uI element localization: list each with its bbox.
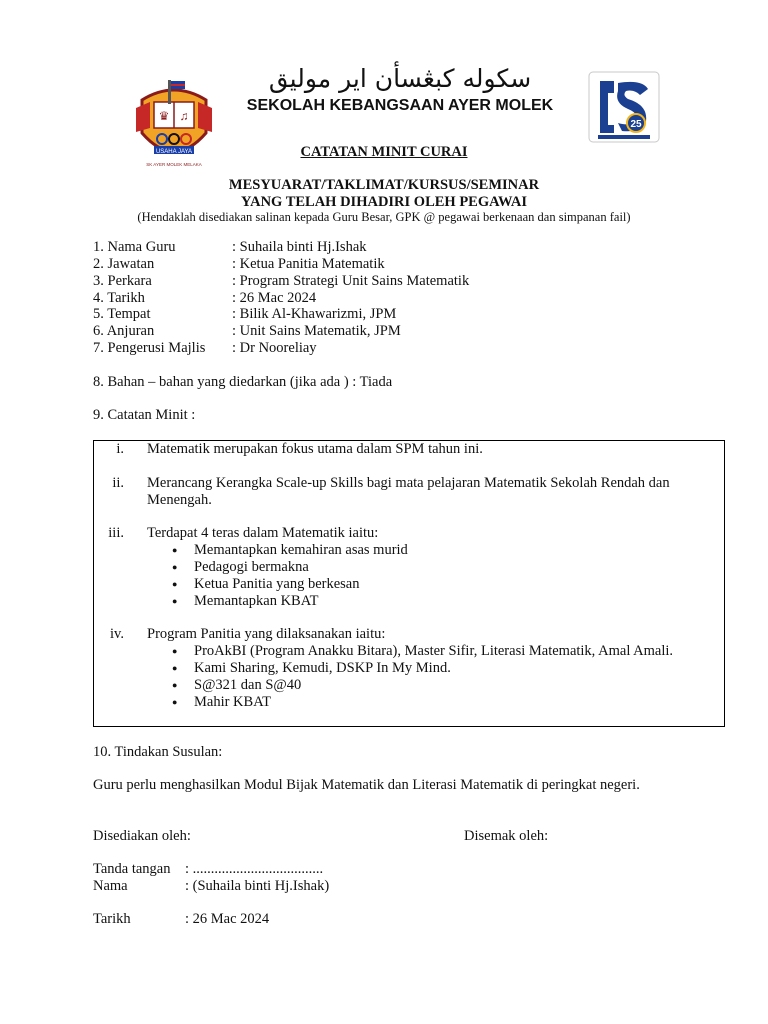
ministry-25-logo	[588, 71, 660, 143]
field-value: : Bilik Al-Khawarizmi, JPM	[232, 306, 397, 322]
field-label: 6. Anjuran	[93, 323, 155, 339]
field-label: 7. Pengerusi Majlis	[93, 340, 206, 356]
item-text: Program Panitia yang dilaksanakan iaitu:	[147, 626, 386, 642]
svg-text:♫: ♫	[179, 109, 189, 123]
item-text: Merancang Kerangka Scale-up Skills bagi mata pelajaran Matematik Sekolah Rendah dan Menengah.	[147, 475, 670, 508]
checked-by-label: Disemak oleh:	[464, 828, 549, 844]
list-item: ● Memantapkan kemahiran asas murid	[168, 542, 408, 559]
list-item: ● Memantapkan KBAT	[168, 593, 408, 610]
bullet-list	[168, 643, 673, 711]
list-item: ● Ketua Panitia yang berkesan	[168, 576, 408, 593]
heading-line-1: MESYUARAT/TAKLIMAT/KURSUS/SEMINAR	[228, 177, 540, 193]
document-title: CATATAN MINIT CURAI	[300, 144, 468, 160]
item-number: iii.	[108, 525, 124, 541]
jawi-school-name: سکوله کبڠسأن اير موليق	[268, 64, 532, 93]
item-number: ii.	[112, 475, 124, 491]
item-number: iv.	[110, 626, 124, 642]
list-item: ● Mahir KBAT	[168, 694, 673, 711]
bullet-list	[168, 542, 408, 610]
field-value: : 26 Mac 2024	[232, 290, 317, 306]
field-row	[93, 239, 367, 256]
signature-value: : ....................................	[185, 861, 324, 877]
date-label: Tarikh	[93, 911, 131, 927]
item-text: Terdapat 4 teras dalam Matematik iaitu:	[147, 525, 379, 541]
item-number: i.	[116, 441, 124, 457]
field-label: 4. Tarikh	[93, 290, 145, 306]
field-row	[93, 256, 385, 273]
minutes-label: 9. Catatan Minit :	[93, 407, 196, 423]
distribution-note: (Hendaklah disediakan salinan kepada Guru Besar, GPK @ pegawai berkenaan dan simpanan fail)	[137, 210, 631, 224]
materials-line: 8. Bahan – bahan yang diedarkan (jika ada ) : Tiada	[93, 374, 393, 390]
crest-ring-text: SK AYER MOLEK MELAKA	[146, 162, 202, 167]
heading-line-2: YANG TELAH DIHADIRI OLEH PEGAWAI	[240, 194, 528, 210]
list-item: ● ProAkBI (Program Anakku Bitara), Master Sifir, Literasi Matematik, Amal Amali.	[168, 643, 673, 660]
list-item: ● Kami Sharing, Kemudi, DSKP In My Mind.	[168, 660, 673, 677]
list-item: ● S@321 dan S@40	[168, 677, 673, 694]
field-value: : Ketua Panitia Matematik	[232, 256, 385, 272]
item-text: Matematik merupakan fokus utama dalam SPM tahun ini.	[147, 441, 483, 457]
minutes-box	[93, 440, 725, 727]
school-name: SEKOLAH KEBANGSAAN AYER MOLEK	[246, 97, 554, 114]
field-value: : Unit Sains Matematik, JPM	[232, 323, 401, 339]
signature-label: Tanda tangan	[93, 861, 171, 877]
field-row	[93, 306, 396, 323]
name-value: : (Suhaila binti Hj.Ishak)	[185, 878, 330, 894]
field-label: 5. Tempat	[93, 306, 151, 322]
field-value: : Program Strategi Unit Sains Matematik	[232, 273, 470, 289]
field-value: : Dr Nooreliay	[232, 340, 317, 356]
field-row	[93, 273, 469, 290]
field-value: : Suhaila binti Hj.Ishak	[232, 239, 367, 255]
svg-text:♛: ♛	[158, 109, 170, 123]
field-label: 3. Perkara	[93, 273, 152, 289]
logo-number: 25	[630, 119, 642, 130]
field-row	[93, 290, 316, 307]
name-label: Nama	[93, 878, 128, 894]
prepared-by-label: Disediakan oleh:	[93, 828, 191, 844]
field-row	[93, 323, 401, 340]
field-label: 1. Nama Guru	[93, 239, 176, 255]
field-row	[93, 340, 317, 357]
date-value: : 26 Mac 2024	[185, 911, 270, 927]
follow-up-label: 10. Tindakan Susulan:	[93, 744, 223, 760]
crest-motto: USAHA JAYA	[155, 149, 193, 155]
field-label: 2. Jawatan	[93, 256, 155, 272]
follow-up-text: Guru perlu menghasilkan Modul Bijak Matematik dan Literasi Matematik di peringkat negeri.	[93, 777, 640, 793]
list-item: ● Pedagogi bermakna	[168, 559, 408, 576]
